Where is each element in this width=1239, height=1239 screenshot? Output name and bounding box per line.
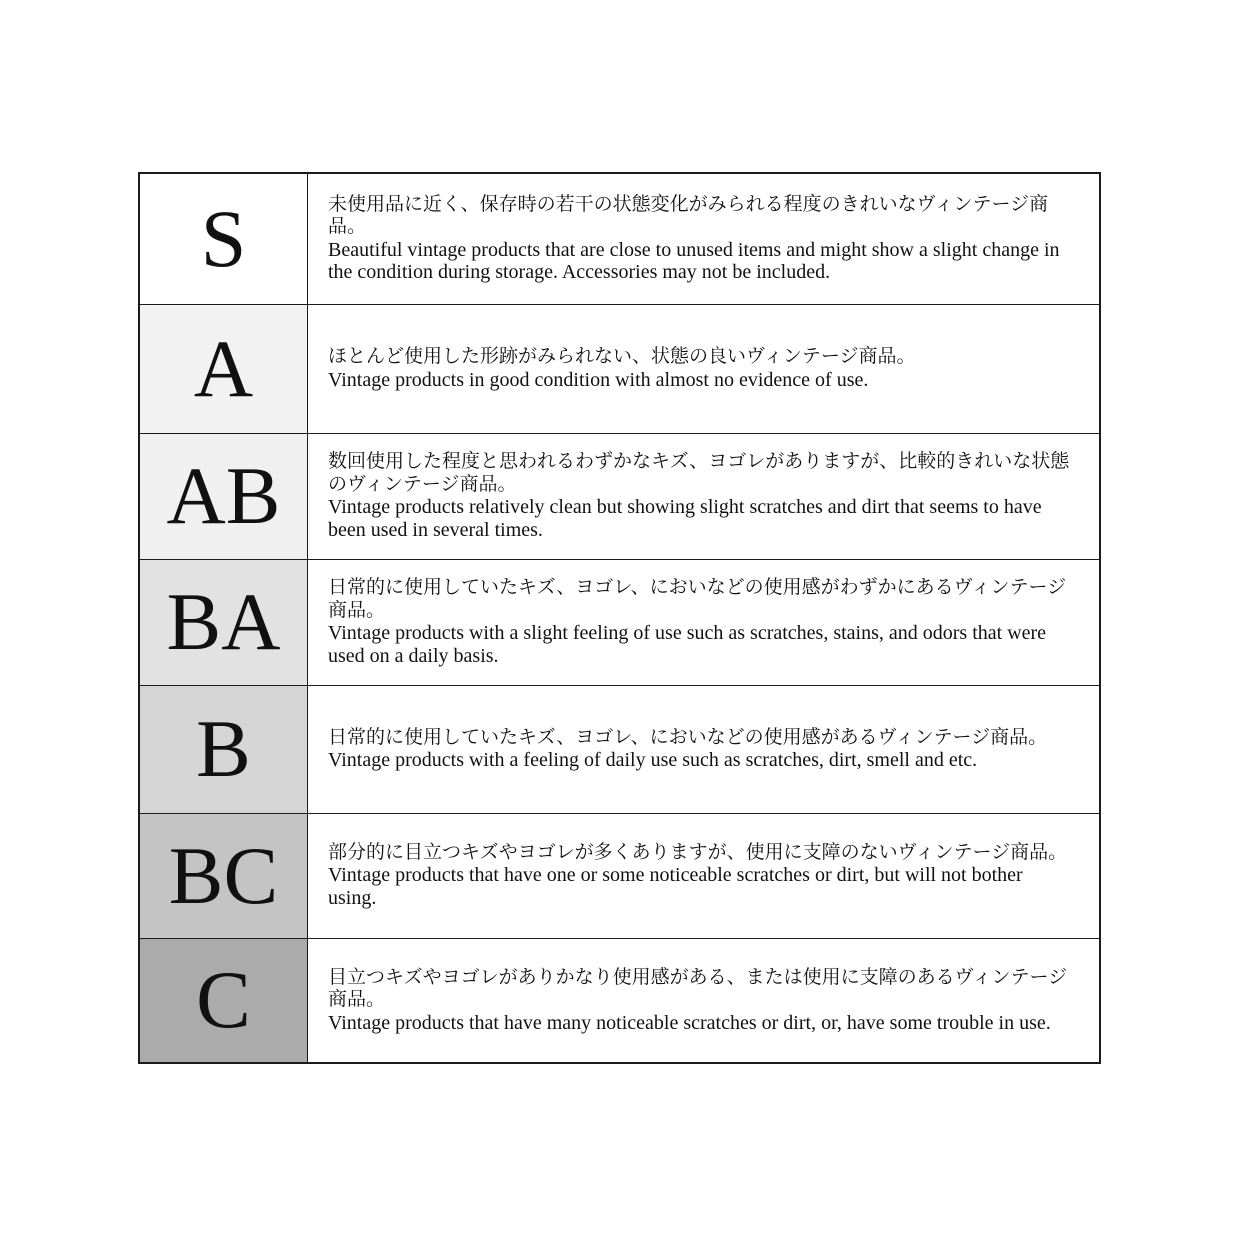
description-jp: 日常的に使用していたキズ、ヨゴレ、においなどの使用感がわずかにあるヴィンテージ商品。 bbox=[328, 577, 1067, 621]
grade-letter: A bbox=[193, 322, 254, 414]
description-jp: 目立つキズやヨゴレがありかなり使用感がある、または使用に支障のあるヴィンテージ商品。 bbox=[328, 966, 1068, 1010]
description-cell bbox=[308, 938, 1101, 1063]
description-en: Vintage products with a feeling of daily use such as scratches, dirt, smell and etc. bbox=[328, 749, 978, 771]
grade-letter: B bbox=[196, 703, 251, 794]
description-jp: 日常的に使用していたキズ、ヨゴレ、においなどの使用感があるヴィンテージ商品。 bbox=[328, 726, 1048, 748]
description-cell bbox=[308, 304, 1101, 433]
table-row bbox=[139, 433, 1100, 559]
grade-cell bbox=[139, 433, 308, 559]
description-en: Vintage products that have one or some noticeable scratches or dirt, but will not bother using. bbox=[328, 864, 1023, 909]
description-cell bbox=[308, 173, 1101, 304]
grade-cell bbox=[139, 304, 308, 433]
grade-letter: C bbox=[196, 954, 251, 1046]
grade-letter: S bbox=[200, 192, 247, 284]
table-row bbox=[139, 559, 1100, 685]
grade-cell bbox=[139, 559, 308, 685]
description-cell bbox=[308, 433, 1101, 559]
grade-cell bbox=[139, 813, 308, 938]
description-en: Vintage products with a slight feeling of use such as scratches, stains, and odors that were used on a daily basis. bbox=[328, 622, 1047, 667]
table-row bbox=[139, 938, 1100, 1063]
table-row bbox=[139, 173, 1100, 304]
condition-grade-table bbox=[138, 172, 1101, 1064]
grade-letter: BA bbox=[166, 576, 281, 667]
description-jp: ほとんど使用した形跡がみられない、状態の良いヴィンテージ商品。 bbox=[328, 346, 916, 367]
description-en: Vintage products that have many noticeable scratches or dirt, or, have some trouble in use. bbox=[328, 1011, 1051, 1034]
description-jp: 数回使用した程度と思われるわずかなキズ、ヨゴレがありますが、比較的きれいな状態のヴィンテージ商品。 bbox=[328, 451, 1070, 495]
grade-letter: BC bbox=[168, 829, 279, 921]
grade-cell bbox=[139, 685, 308, 813]
description-en: Vintage products in good condition with almost no evidence of use. bbox=[328, 368, 869, 391]
table-row bbox=[139, 304, 1100, 433]
table-row bbox=[139, 685, 1100, 813]
grade-cell bbox=[139, 173, 308, 304]
description-en: Beautiful vintage products that are close to unused items and might show a slight change in the condition during storage. Accessories may not be included. bbox=[328, 238, 1060, 284]
description-cell bbox=[308, 813, 1101, 938]
grade-cell bbox=[139, 938, 308, 1063]
description-jp: 未使用品に近く、保存時の若干の状態変化がみられる程度のきれいなヴィンテージ商品。 bbox=[328, 193, 1049, 238]
description-en: Vintage products relatively clean but showing slight scratches and dirt that seems to have been used in several times. bbox=[328, 496, 1042, 541]
description-cell bbox=[308, 559, 1101, 685]
description-jp: 部分的に目立つキズやヨゴレが多くありますが、使用に支障のないヴィンテージ商品。 bbox=[328, 841, 1068, 863]
description-cell bbox=[308, 685, 1101, 813]
grade-letter: AB bbox=[166, 450, 281, 541]
table-row bbox=[139, 813, 1100, 938]
